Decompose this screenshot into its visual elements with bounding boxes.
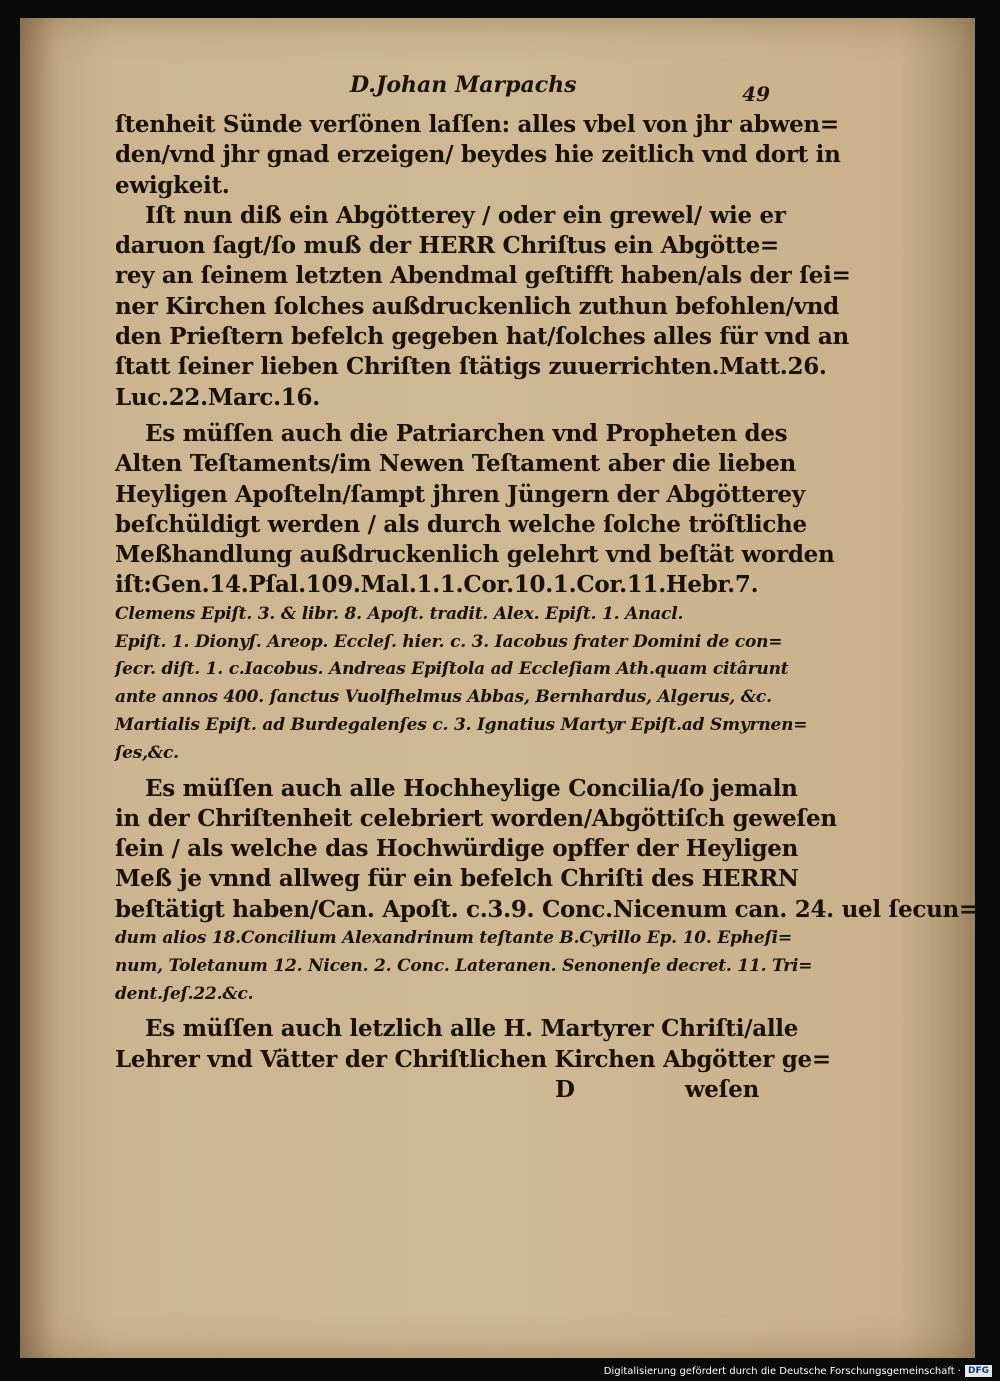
- text-line: ner Kirchen ſolches außdruckenlich zuthun befohlen/vnd: [115, 292, 839, 320]
- dfg-logo: DFG: [965, 1365, 992, 1377]
- citation-line: Martialis Epiſt. ad Burdegalenſes c. 3. Ignatius Martyr Epiſt.ad Smyrnen=: [115, 714, 808, 735]
- signature-mark: D: [555, 1076, 575, 1103]
- text-line: Meß je vnnd allweg für ein befelch Chriſti des HERRN: [115, 865, 799, 893]
- funding-footer: [604, 1365, 992, 1377]
- running-head: D.Johan Marpachs: [350, 72, 577, 98]
- citation-line: ſes,&c.: [115, 742, 179, 763]
- page-header: [350, 66, 770, 106]
- catchword: weſen: [684, 1076, 759, 1103]
- text-line: Iſt nun diß ein Abgötterey / oder ein grewel/ wie er: [145, 201, 786, 229]
- text-line: Es müſſen auch letzlich alle H. Martyrer Chriſti/alle: [145, 1015, 799, 1043]
- text-line: Alten Teſtaments/im Newen Teſtament aber die lieben: [115, 450, 796, 478]
- text-line: den/vnd jhr gnad erzeigen/ beydes hie zeitlich vnd dort in: [115, 141, 841, 169]
- page-number: 49: [742, 82, 770, 106]
- text-line: Luc.22.Marc.16.: [115, 383, 320, 411]
- text-line: Es müſſen auch die Patriarchen vnd Propheten des: [145, 419, 788, 447]
- text-line: iſt:Gen.14.Pſal.109.Mal.1.1.Cor.10.1.Cor.11.Hebr.7.: [115, 571, 759, 599]
- text-line: daruon ſagt/ſo muß der HERR Chriſtus ein Abgötte=: [115, 232, 779, 260]
- citation-line: dent.ſeſ.22.&c.: [115, 983, 254, 1004]
- text-line: Es müſſen auch alle Hochheylige Concilia/ſo jemaln: [145, 774, 798, 802]
- text-line: den Prieſtern befelch gegeben hat/ſolches alles für vnd an: [115, 323, 849, 351]
- text-line: rey an ſeinem letzten Abendmal geſtifft haben/als der ſei=: [115, 262, 851, 290]
- citation-line: ſecr. diſt. 1. c.Iacobus. Andreas Epiſtola ad Eccleſiam Ath.quam citârunt: [115, 659, 789, 680]
- citation-line: ante annos 400. ſanctus Vuolfhelmus Abbas, Bernhardus, Algerus, &c.: [115, 687, 772, 708]
- text-line: ſtatt ſeiner lieben Chriſten ſtätigs zuuerrichten.Matt.26.: [115, 353, 827, 381]
- text-line: Lehrer vnd Vätter der Chriſtlichen Kirchen Abgötter ge=: [115, 1045, 831, 1073]
- text-line: beſtätigt haben/Can. Apoſt. c.3.9. Conc.Nicenum can. 24. uel ſecun=: [115, 895, 978, 923]
- signature-line: [115, 1075, 785, 1105]
- citation-line: num, Toletanum 12. Nicen. 2. Conc. Lateranen. Senonenſe decret. 11. Tri=: [115, 955, 813, 976]
- manuscript-page: [20, 18, 978, 1358]
- citation-line: Clemens Epiſt. 3. & libr. 8. Apoſt. tradit. Alex. Epiſt. 1. Anacl.: [115, 603, 684, 624]
- text-line: beſchüldigt werden / als durch welche ſolche tröſtliche: [115, 510, 807, 538]
- text-line: ewigkeit.: [115, 171, 230, 199]
- text-line: Heyligen Apoſteln/ſampt jhren Jüngern der Abgötterey: [115, 480, 805, 508]
- citation-line: Epiſt. 1. Dionyſ. Areop. Eccleſ. hier. c. 3. Iacobus frater Domini de con=: [115, 631, 783, 652]
- citation-line: dum alios 18.Concilium Alexandrinum teſtante B.Cyrillo Ep. 10. Epheſi=: [115, 928, 792, 949]
- body-text: [115, 110, 978, 1105]
- text-line: ſein / als welche das Hochwürdige opffer der Heyligen: [115, 835, 799, 863]
- text-line: Meßhandlung außdruckenlich gelehrt vnd beſtät worden: [115, 541, 835, 569]
- text-line: ſtenheit Sünde verſönen laſſen: alles vbel von jhr abwen=: [115, 111, 839, 138]
- text-line: in der Chriſtenheit celebriert worden/Abgöttiſch geweſen: [115, 804, 837, 832]
- funding-credit: Digitalisierung gefördert durch die Deutsche Forschungsgemeinschaft ·: [603, 1365, 961, 1377]
